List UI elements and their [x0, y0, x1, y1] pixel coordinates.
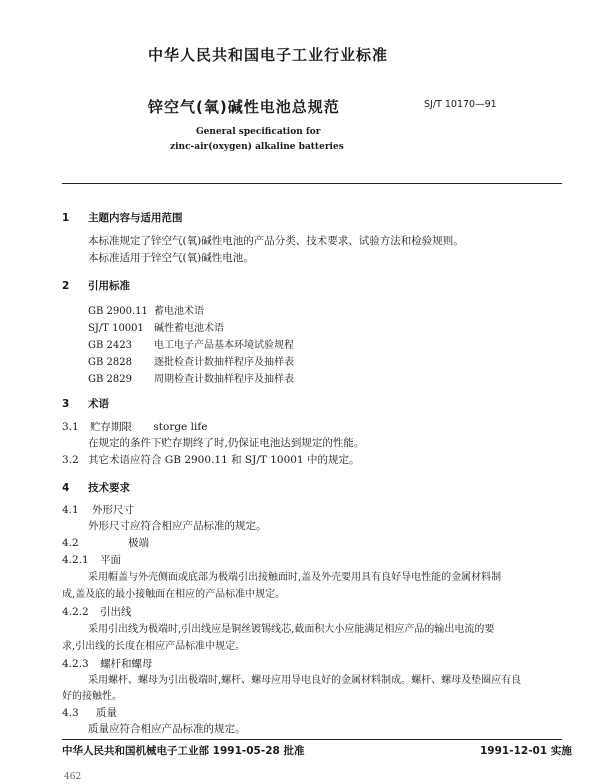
reference-name: 逐批检查计数抽样程序及抽样表: [154, 357, 294, 368]
clause-4-2-3-line-2: 好的接触性。: [62, 691, 122, 702]
effective-date: 1991-12-01 实施: [480, 745, 572, 757]
section-1-heading: [62, 210, 183, 225]
clause-4-1-title: 外形尺寸: [92, 504, 135, 516]
clause-4-2-1-line-2: 成,盖及底的最小接触面在相应的产品标准中规定。: [62, 589, 286, 600]
clause-4-2-1-number: 4.2.1: [62, 554, 89, 566]
clause-4-2-1-heading: [62, 553, 121, 567]
section-3-title: 术语: [88, 398, 109, 410]
section-3-number: 3: [62, 398, 70, 410]
page-number: 462: [64, 772, 82, 782]
clause-4-1-heading: [62, 503, 134, 517]
reference-item: [88, 353, 294, 368]
clause-4-2-2-heading: [62, 605, 132, 619]
clause-4-2-2-title: 引出线: [100, 606, 132, 618]
standard-organization: 中华人民共和国电子工业行业标准: [148, 46, 389, 64]
approval-line: 中华人民共和国机械电子工业部 1991-05-28 批准: [62, 745, 305, 757]
english-title-line-2: zinc-air(oxygen) alkaline batteries: [170, 142, 344, 152]
header-divider: [62, 183, 562, 184]
standard-code: SJ/T 10170—91: [424, 99, 497, 110]
reference-name: 周期检查计数抽样程序及抽样表: [154, 374, 294, 385]
section-1-number: 1: [62, 212, 70, 224]
reference-code: GB 2829: [88, 374, 132, 385]
reference-item: [88, 302, 204, 317]
clause-3-1-title: 贮存期限: [90, 421, 133, 433]
section-2-number: 2: [62, 280, 70, 292]
section-4-number: 4: [62, 482, 70, 494]
clause-3-2-text: 其它术语应符合 GB 2900.11 和 SJ/T 10001 中的规定。: [88, 454, 360, 466]
clause-4-2-1-title: 平面: [100, 554, 122, 566]
reference-name: 电工电子产品基本环境试验规程: [154, 340, 294, 351]
reference-item: [88, 319, 224, 334]
clause-4-2-2-line-2: 求,引出线的长度在相应产品标准中规定。: [62, 641, 246, 652]
section-2-heading: [62, 278, 130, 293]
clause-4-2-1-line-1: 采用帽盖与外壳侧面或底部为极端引出接触面时,盖及外壳要用具有良好导电性能的金属材料制: [88, 572, 502, 583]
clause-4-3-heading: [62, 706, 117, 720]
clause-4-2-title: 极端: [128, 537, 150, 549]
reference-item: [88, 336, 294, 351]
clause-4-2-2-line-1: 采用引出线为极端时,引出线应是铜丝镀锡线芯,截面积大小应能满足相应产品的输出电流的要: [88, 624, 495, 635]
clause-4-2-3-number: 4.2.3: [62, 658, 89, 670]
reference-code: GB 2900.11: [88, 306, 148, 317]
clause-4-3-title: 质量: [96, 707, 118, 719]
english-title-line-1: General specification for: [196, 127, 321, 137]
section-4-title: 技术要求: [88, 482, 130, 494]
clause-3-1-english-term: storge life: [153, 421, 208, 433]
clause-4-2-3-heading: [62, 657, 153, 671]
section-1-paragraph-2: 本标准适用于锌空气(氧)碱性电池。: [88, 252, 254, 264]
clause-4-3-text: 质量应符合相应产品标准的规定。: [88, 723, 246, 735]
clause-4-2-3-line-1: 采用螺杆、螺母为引出极端时,螺杆、螺母应用导电良好的金属材料制成。螺杆、螺母及垫圈应有良: [88, 675, 522, 686]
clause-3-2: [62, 453, 359, 467]
section-1-title: 主题内容与适用范围: [88, 212, 183, 224]
reference-item: [88, 370, 294, 385]
reference-code: GB 2828: [88, 357, 132, 368]
clause-3-1-number: 3.1: [62, 421, 79, 433]
clause-4-1-text: 外形尺寸应符合相应产品标准的规定。: [88, 520, 267, 532]
clause-3-1-heading: [62, 420, 207, 434]
section-2-title: 引用标准: [88, 280, 130, 292]
section-1-paragraph-1: 本标准规定了锌空气(氧)碱性电池的产品分类、技术要求、试验方法和检验规则。: [88, 235, 464, 247]
clause-3-1-text: 在规定的条件下贮存期终了时,仍保证电池达到规定的性能。: [88, 437, 365, 449]
section-3-heading: [62, 396, 109, 411]
clause-4-3-number: 4.3: [62, 707, 79, 719]
reference-code: SJ/T 10001: [88, 323, 144, 334]
clause-3-2-number: 3.2: [62, 454, 79, 466]
footer-divider: [62, 739, 562, 740]
reference-name: 蓄电池术语: [154, 306, 204, 317]
clause-4-2-number: 4.2: [62, 537, 79, 549]
section-4-heading: [62, 480, 130, 495]
clause-4-2-2-number: 4.2.2: [62, 606, 89, 618]
document-title: 锌空气(氧)碱性电池总规范: [148, 98, 340, 116]
clause-4-2-heading: [62, 536, 149, 550]
clause-4-2-3-title: 螺杆和螺母: [100, 658, 153, 670]
clause-4-1-number: 4.1: [62, 504, 79, 516]
reference-code: GB 2423: [88, 340, 132, 351]
reference-name: 碱性蓄电池术语: [154, 323, 224, 334]
